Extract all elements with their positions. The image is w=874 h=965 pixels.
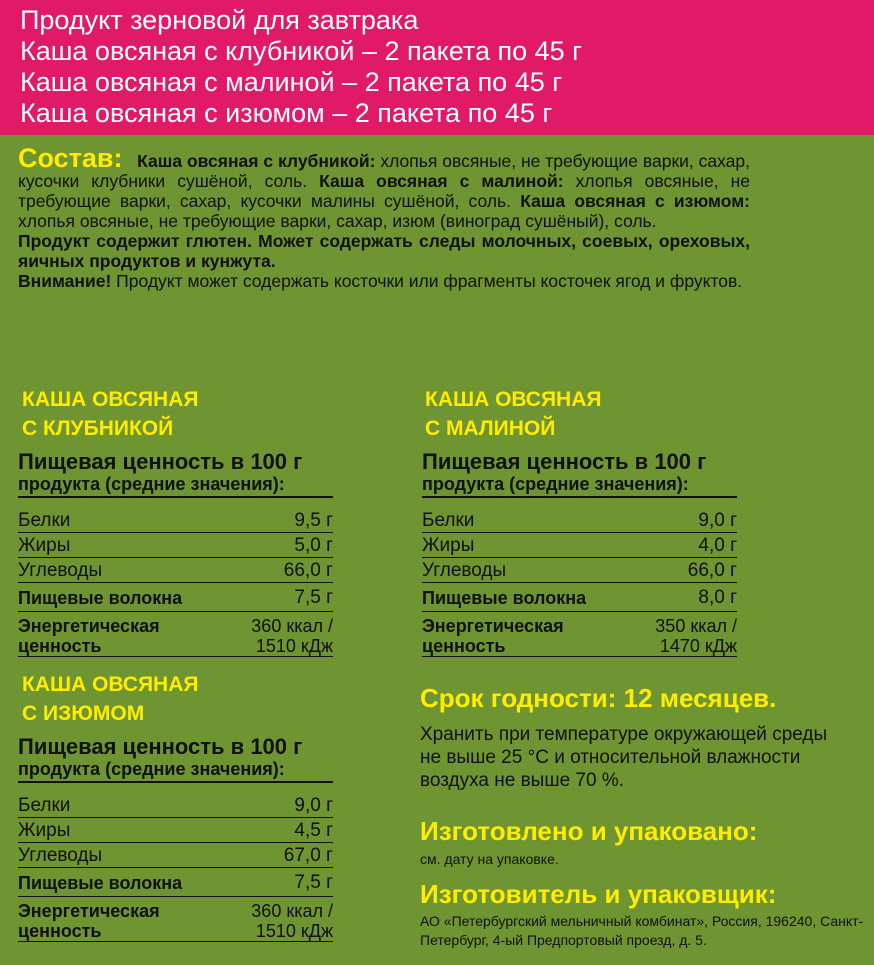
warning-note xyxy=(18,271,750,291)
value: 9,0 г xyxy=(698,510,737,531)
label: Пищевые волокна xyxy=(18,588,183,608)
value: 9,0 г xyxy=(294,795,333,816)
title-raspberry xyxy=(425,385,601,443)
title-line-1: КАША ОВСЯНАЯ xyxy=(22,388,199,411)
label: Углеводы xyxy=(18,845,103,866)
nutrition-subheading: продукта (средние значения): xyxy=(18,759,333,783)
value xyxy=(655,616,737,656)
product-type: Продукт зерновой для завтрака xyxy=(20,5,419,35)
energy-kcal: 360 ккал / xyxy=(251,901,333,921)
value: 9,5 г xyxy=(294,510,333,531)
value xyxy=(251,901,333,941)
label: Энергетическая ценность xyxy=(18,901,160,941)
variant-raspberry: Каша овсяная с малиной – 2 пакета по 45 г xyxy=(20,67,563,97)
title-line-2: С ИЗЮМОМ xyxy=(22,702,145,725)
variant-raisin: Каша овсяная с изюмом – 2 пакета по 45 г xyxy=(20,98,553,128)
title-strawberry xyxy=(22,385,198,443)
variant-strawberry: Каша овсяная с клубникой – 2 пакета по 45 г xyxy=(20,36,583,66)
value: 66,0 г xyxy=(283,560,333,581)
manufacturer-text: АО «Петербургский мельничный комбинат», Россия, 196240, Санкт-Петербург, 4-ый Предпортовый проезд, д. 5. xyxy=(420,913,864,948)
title-raisin xyxy=(22,670,198,728)
value: 8,0 г xyxy=(698,587,737,608)
value: 7,5 г xyxy=(294,587,333,608)
warning-text: Продукт может содержать косточки или фрагменты косточек ягод и фруктов. xyxy=(111,271,743,291)
value: 67,0 г xyxy=(283,845,333,866)
title-line-1: КАША ОВСЯНАЯ xyxy=(425,388,602,411)
label: Углеводы xyxy=(422,560,507,581)
row-energy xyxy=(18,897,333,942)
energy-kj: 1510 кДж xyxy=(255,636,333,656)
label: Жиры xyxy=(18,535,71,556)
manufactured-title: Изготовлено и упаковано: xyxy=(420,816,758,846)
composition-raisin-text: хлопья овсяные, не требующие варки, сахар, изюм (виноград сушёный), соль. xyxy=(18,211,657,231)
value: 66,0 г xyxy=(687,560,737,581)
nutrition-table-raisin xyxy=(18,735,333,942)
row-energy xyxy=(18,612,333,657)
composition-raspberry-text: хлопья овсяные, не требующие варки, сахар, кусочки малины сушёной, соль. xyxy=(18,171,751,211)
composition-text xyxy=(18,143,751,231)
nutrition-heading: Пищевая ценность в 100 г xyxy=(18,734,303,759)
row-carbs xyxy=(18,558,333,583)
title-line-1: КАША ОВСЯНАЯ xyxy=(22,673,199,696)
header-banner xyxy=(0,0,874,135)
label: Жиры xyxy=(18,820,71,841)
row-protein xyxy=(18,793,333,818)
shelf-life-text: Хранить при температуре окружающей среды не выше 25 °С и относительной влажности воздуха не выше 70 %. xyxy=(420,724,828,791)
row-fat xyxy=(18,533,333,558)
row-protein xyxy=(422,508,737,533)
row-carbs xyxy=(422,558,737,583)
nutrition-heading: Пищевая ценность в 100 г xyxy=(422,449,707,474)
nutrition-subheading: продукта (средние значения): xyxy=(422,474,737,498)
label: Углеводы xyxy=(18,560,103,581)
value: 4,0 г xyxy=(698,535,737,556)
row-protein xyxy=(18,508,333,533)
nutrition-table-strawberry xyxy=(18,450,333,657)
title-line-2: С КЛУБНИКОЙ xyxy=(22,417,174,440)
row-carbs xyxy=(18,843,333,868)
label: Энергетическая ценность xyxy=(18,616,160,656)
warning-label: Внимание! xyxy=(18,271,112,291)
label: Белки xyxy=(18,510,71,531)
value: 7,5 г xyxy=(294,872,333,893)
allergen-note: Продукт содержит глютен. Может содержать следы молочных, соевых, ореховых, яичных продуктов и кунжута. xyxy=(18,231,750,271)
composition-raspberry-label: Каша овсяная с малиной: xyxy=(319,171,564,191)
label: Жиры xyxy=(422,535,475,556)
composition-strawberry-label: Каша овсяная с клубникой: xyxy=(137,151,376,171)
energy-kj: 1510 кДж xyxy=(255,921,333,941)
row-fiber xyxy=(18,868,333,897)
nutrition-heading: Пищевая ценность в 100 г xyxy=(18,449,303,474)
shelf-life-title: Срок годности: 12 месяцев. xyxy=(420,683,777,713)
row-energy xyxy=(422,612,737,657)
label: Энергетическая ценность xyxy=(422,616,564,656)
energy-kcal: 360 ккал / xyxy=(251,616,333,636)
label: Пищевые волокна xyxy=(422,588,587,608)
manufacturer-title: Изготовитель и упаковщик: xyxy=(420,879,777,909)
row-fat xyxy=(422,533,737,558)
row-fiber xyxy=(422,583,737,612)
nutrition-subheading: продукта (средние значения): xyxy=(18,474,333,498)
energy-kcal: 350 ккал / xyxy=(655,616,737,636)
value: 5,0 г xyxy=(294,535,333,556)
composition-label: Состав: xyxy=(18,143,123,173)
row-fat xyxy=(18,818,333,843)
composition-raisin-label: Каша овсяная с изюмом: xyxy=(520,191,750,211)
row-fiber xyxy=(18,583,333,612)
composition xyxy=(18,143,751,291)
energy-kj: 1470 кДж xyxy=(659,636,737,656)
label: Пищевые волокна xyxy=(18,873,183,893)
label: Белки xyxy=(422,510,475,531)
manufactured-text: см. дату на упаковке. xyxy=(420,851,559,867)
value: 4,5 г xyxy=(294,820,333,841)
title-line-2: С МАЛИНОЙ xyxy=(425,417,556,440)
nutrition-table-raspberry xyxy=(422,450,737,657)
label: Белки xyxy=(18,795,71,816)
value xyxy=(251,616,333,656)
composition-strawberry-text: хлопья овсяные, не требующие варки, сахар, кусочки клубники сушёной, соль. xyxy=(18,151,750,191)
